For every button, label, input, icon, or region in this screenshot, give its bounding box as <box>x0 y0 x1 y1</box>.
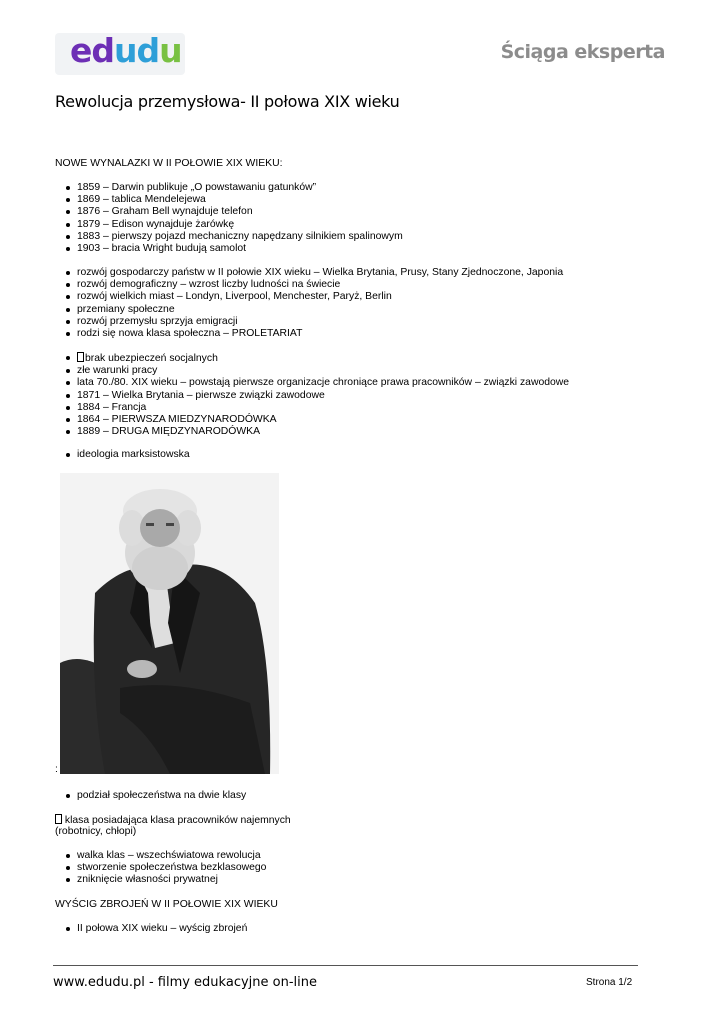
list-item: 1879 – Edison wynajduje żarówkę <box>66 219 403 231</box>
list-item: 1864 – PIERWSZA MIEDZYNARODÓWKA <box>66 414 569 426</box>
logo-part-1: ed <box>70 31 115 70</box>
list-item: 1884 – Francja <box>66 402 569 414</box>
workers-list <box>66 352 569 438</box>
tagline: Ściąga eksperta <box>500 41 665 63</box>
list-item: rodzi się nowa klasa społeczna – PROLETARIAT <box>66 328 563 340</box>
list-item: rozwój wielkich miast – Londyn, Liverpool, Menchester, Paryż, Berlin <box>66 291 563 303</box>
arms-race-list <box>66 923 247 935</box>
list-item: ideologia marksistowska <box>66 449 190 461</box>
list-item: złe warunki pracy <box>66 365 569 377</box>
list-item: 1883 – pierwszy pojazd mechaniczny napędzany silnikiem spalinowym <box>66 231 403 243</box>
missing-glyph-icon <box>55 814 62 824</box>
portrait-illustration <box>60 473 279 774</box>
logo-part-2: ud <box>114 31 160 70</box>
section-heading-inventions: NOWE WYNALAZKI W II POŁOWIE XIX WIEKU: <box>55 158 283 169</box>
list-item <box>66 352 569 365</box>
paragraph-text: klasa posiadająca klasa pracowników najemnych <box>62 815 291 826</box>
list-item: 1859 – Darwin publikuje „O powstawaniu gatunków” <box>66 182 403 194</box>
list-item: 1889 – DRUGA MIĘDZYNARODÓWKA <box>66 426 569 438</box>
paragraph-line: (robotnicy, chłopi) <box>55 826 137 837</box>
list-item: 1871 – Wielka Brytania – pierwsze związki zawodowe <box>66 390 569 402</box>
list-item: podział społeczeństwa na dwie klasy <box>66 790 246 802</box>
footer-site-link[interactable]: www.edudu.pl - filmy edukacyjne on-line <box>53 975 317 990</box>
section-heading-arms-race: WYŚCIG ZBROJEŃ W II POŁOWIE XIX WIEKU <box>55 899 278 910</box>
list-item: rozwój gospodarczy państw w II połowie XIX wieku – Wielka Brytania, Prusy, Stany Zjednoczone, Japonia <box>66 267 563 279</box>
photo-caption: : <box>55 764 58 775</box>
list-item: zniknięcie własności prywatnej <box>66 874 266 886</box>
class-division-list <box>66 790 246 802</box>
list-item: rozwój przemysłu sprzyja emigracji <box>66 316 563 328</box>
list-item: 1869 – tablica Mendelejewa <box>66 194 403 206</box>
missing-glyph-icon <box>77 352 84 362</box>
list-item: 1903 – bracia Wright budują samolot <box>66 243 403 255</box>
list-item: przemiany społeczne <box>66 304 563 316</box>
footer-divider <box>53 965 638 966</box>
class-struggle-list <box>66 850 266 887</box>
list-item: rozwój demograficzny – wzrost liczby ludności na świecie <box>66 279 563 291</box>
document-title: Rewolucja przemysłowa- II połowa XIX wieku <box>55 92 400 111</box>
inventions-list <box>66 182 403 255</box>
edudu-logo[interactable] <box>55 33 185 75</box>
list-item: walka klas – wszechświatowa rewolucja <box>66 850 266 862</box>
page-number: Strona 1/2 <box>586 977 633 988</box>
list-item: II połowa XIX wieku – wyścig zbrojeń <box>66 923 247 935</box>
list-item: 1876 – Graham Bell wynajduje telefon <box>66 206 403 218</box>
portrait-photo <box>60 473 279 774</box>
list-item-text: brak ubezpieczeń socjalnych <box>85 353 218 364</box>
list-item: stworzenie społeczeństwa bezklasowego <box>66 862 266 874</box>
list-item: lata 70./80. XIX wieku – powstają pierwsze organizacje chroniące prawa pracowników – związki zawodowe <box>66 377 569 389</box>
logo-part-3: u <box>159 31 182 70</box>
ideology-list <box>66 449 190 461</box>
development-list <box>66 267 563 340</box>
